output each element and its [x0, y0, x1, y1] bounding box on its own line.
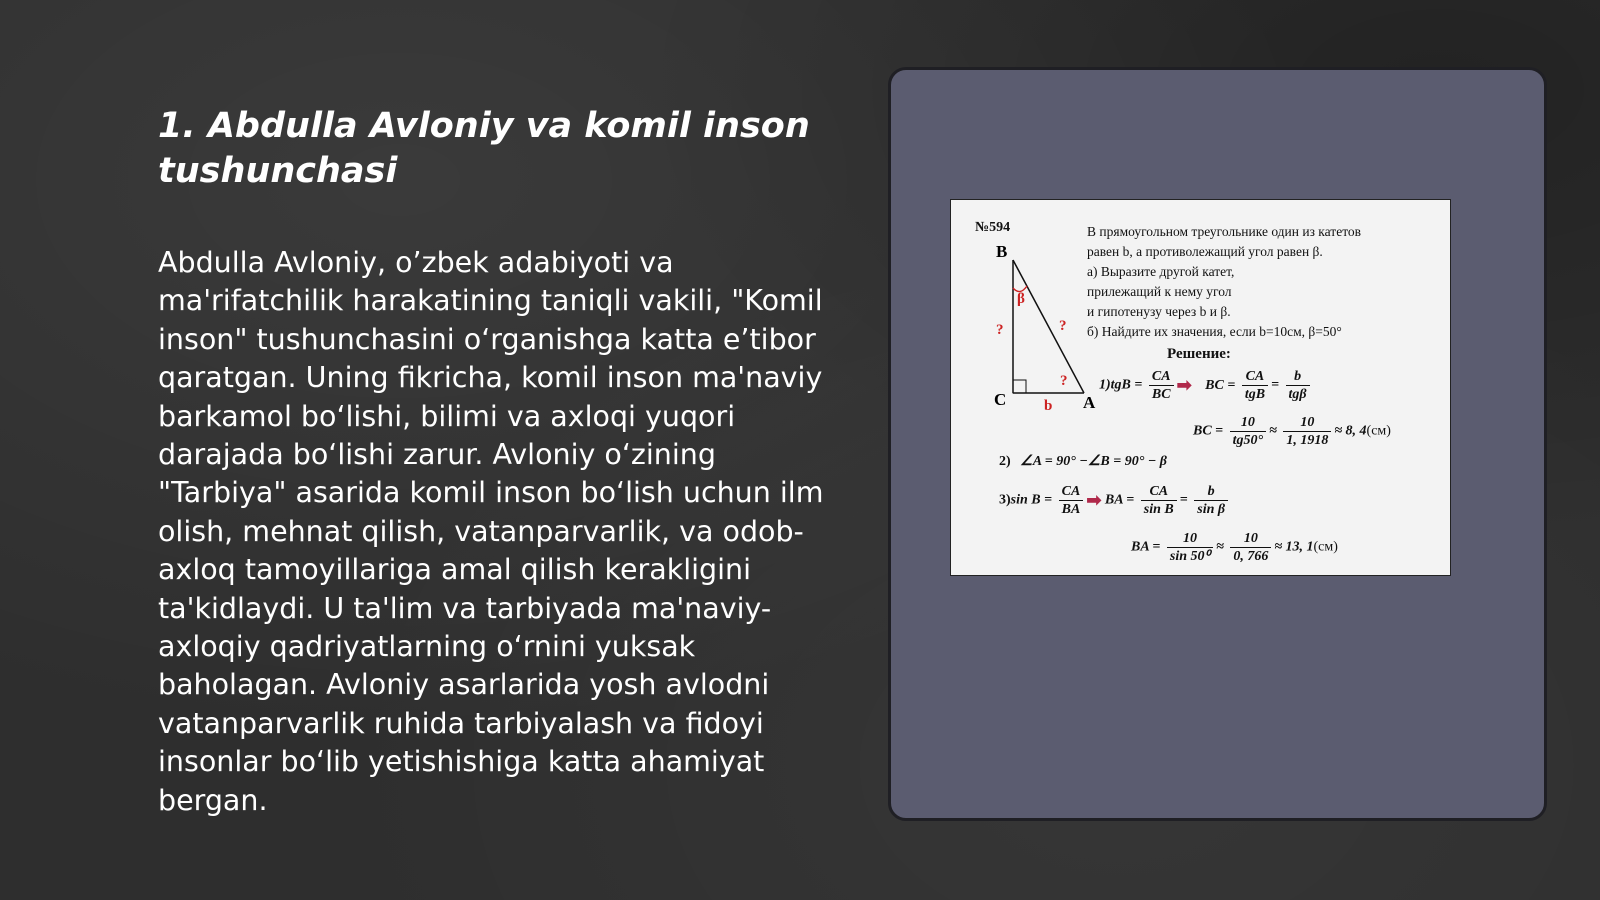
statement-line: и гипотенузу через b и β. [1087, 304, 1231, 319]
vertex-b-label: B [996, 242, 1008, 261]
fraction: $\frac{10}{0, 766}$ [1230, 530, 1271, 565]
fraction: $\frac{CA}{BC}$ [1149, 368, 1174, 403]
step-label: 2) [999, 454, 1011, 469]
formula-text: = [1179, 492, 1188, 508]
formula-text: sin B = [1010, 492, 1053, 508]
fraction: $\frac{10}{\text{sin 50⁰}}$ [1167, 530, 1213, 565]
formula-text: = [1271, 377, 1280, 393]
step-label: 3) [999, 492, 1011, 508]
fraction: $\frac{10}{tg50^\circ}$ [1230, 414, 1267, 449]
statement-line: В прямоугольном треугольнике один из катетов [1087, 224, 1362, 239]
unknown-angle-a: ? [1060, 373, 1068, 389]
slide-title: 1. Abdulla Avloniy va komil inson tushunchasi [158, 106, 810, 191]
unit-text: (см) [1313, 539, 1338, 555]
statement-line: а) Выразите другой катет, [1087, 264, 1235, 279]
formula-text: ≈ [1216, 539, 1224, 555]
problem-statement [1087, 222, 1361, 342]
unit-text: (см) [1366, 423, 1391, 439]
triangle-diagram [951, 200, 1111, 430]
fraction: $\frac{CA}{\text{tgB}}$ [1242, 368, 1268, 403]
step-label: 1) [1099, 377, 1111, 393]
solution-heading: Решение: [1167, 346, 1231, 362]
step-1-calculation [1193, 414, 1391, 449]
fraction: $\frac{CA}{BA}$ [1059, 483, 1084, 518]
step-1-formula [1099, 368, 1313, 403]
angle-beta-label: β [1017, 291, 1025, 307]
formula-text: tgB = [1110, 377, 1143, 393]
step-3-formula [999, 483, 1231, 518]
implies-arrow-icon: ➡ [1176, 375, 1192, 395]
vertex-a-label: A [1083, 393, 1096, 412]
step-3-calculation [1131, 530, 1338, 565]
formula-text: BA = [1131, 539, 1161, 555]
formula-text: ∠A = 90° −∠B = 90° − β [1020, 454, 1167, 469]
slide-body-text: Abdulla Avloniy, o’zbek adabiyoti va ma'rifatchilik harakatining taniqli vakili, "Komil inson" tushunchasini o‘rganishga katta e’tibor qaratgan. Uning fikricha, komil inson ma'naviy barkamol bo‘lishi, bilimi va axloqi yuqori darajada bo‘lishi zarur. Avloniy o‘zining "Tarbiya" asarida komil inson bo‘lish uchun ilm olish, mehnat qilish, vatanparvarlik, va odob-axloq tamoyillariga amal qilish kerakligini ta'kidlaydi. U ta'lim va tarbiyada ma'naviy-axloqiy qadriyatlarning o‘rnini yuksak baholagan. Avloniy asarlarida yosh avlodni vatanparvarlik ruhida tarbiyalash va fidoyi insonlar bo‘lib yetishishiga katta ahamiyat bergan. [158, 246, 824, 817]
right-angle-mark [1013, 380, 1026, 393]
fraction: $\frac{b}{\text{sin β}}$ [1194, 483, 1228, 518]
formula-result: ≈ 8, 4 [1334, 423, 1367, 439]
vertex-c-label: C [994, 390, 1007, 409]
unknown-side-bc: ? [996, 322, 1004, 338]
formula-text: ≈ [1269, 423, 1277, 439]
unknown-hypotenuse: ? [1059, 318, 1067, 334]
formula-text: BA = [1104, 492, 1135, 508]
statement-line: равен b, а противолежащий угол равен β. [1087, 244, 1323, 259]
formula-text: BC = [1193, 423, 1224, 439]
fraction: $\frac{10}{1, 1918}$ [1283, 414, 1331, 449]
side-b-label: b [1044, 398, 1053, 414]
step-2-formula [999, 453, 1167, 470]
formula-result: ≈ 13, 1 [1274, 539, 1314, 555]
fraction: $\frac{CA}{\text{sin B}}$ [1141, 483, 1177, 518]
problem-image [950, 199, 1451, 576]
problem-number: №594 [975, 220, 1011, 235]
triangle-hypotenuse [1013, 260, 1084, 393]
formula-text: BC = [1205, 377, 1236, 393]
statement-line: б) Найдите их значения, если b=10см, β=50° [1087, 324, 1342, 339]
statement-line: прилежащий к нему угол [1087, 284, 1232, 299]
fraction: $\frac{b}{\text{tgβ}}$ [1286, 368, 1310, 403]
implies-arrow-icon: ➡ [1086, 490, 1102, 510]
